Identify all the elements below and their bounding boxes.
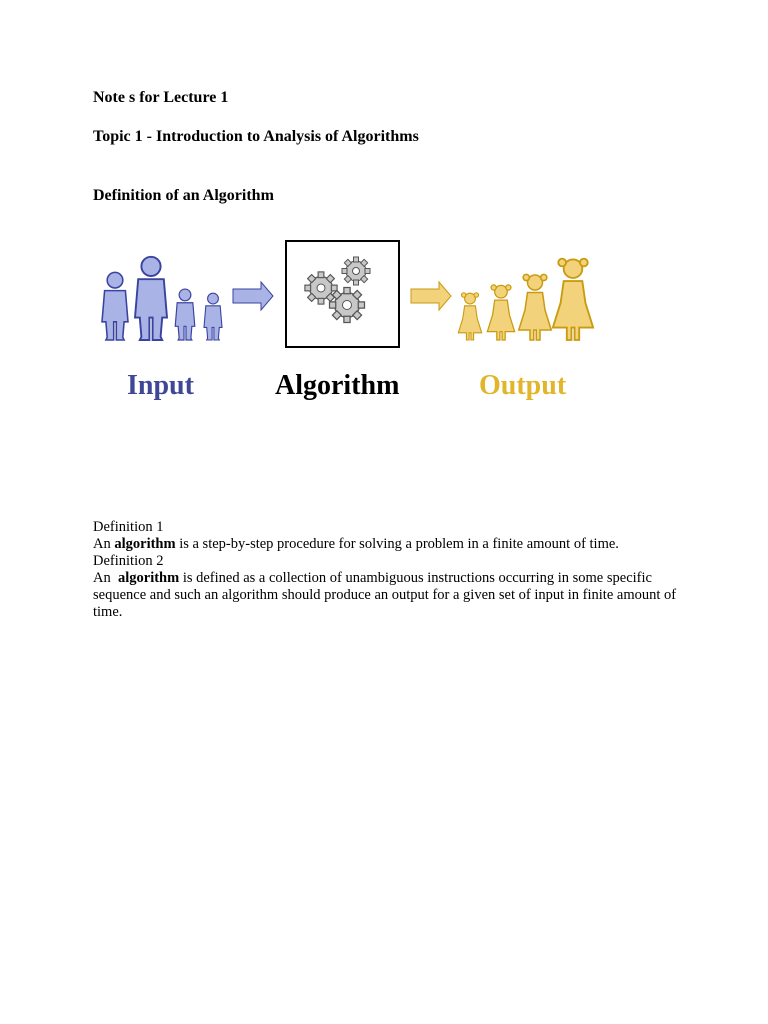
topic-title: Topic 1 - Introduction to Analysis of Algorithms: [93, 128, 419, 145]
definition-2-label: Definition 2: [93, 553, 164, 569]
definition-2-rest: is defined as a collection of unambiguous instructions occurring in some specific sequence and such an algorithm should produce an output for a given set of input in finite amount of time.: [93, 570, 680, 620]
definition-1-rest: is a step-by-step procedure for solving a problem in a finite amount of time.: [175, 536, 619, 552]
algorithm-diagram: [95, 238, 605, 408]
input-label: Input: [127, 370, 194, 401]
right-arrow-icon: [411, 282, 451, 310]
definition-2-text: [93, 570, 678, 620]
definition-1-term: algorithm: [114, 536, 176, 552]
notes-title: Note s for Lecture 1: [93, 89, 229, 106]
people-output-icon: [458, 259, 593, 340]
section-heading: Definition of an Algorithm: [93, 187, 274, 204]
definition-1-text: [93, 536, 693, 553]
definition-1-prefix: An: [93, 536, 115, 552]
definition-2-term: algorithm: [117, 570, 180, 586]
algorithm-label: Algorithm: [275, 370, 400, 401]
definition-2-prefix: An: [93, 570, 118, 586]
right-arrow-icon: [233, 282, 273, 310]
definition-1-label: Definition 1: [93, 519, 164, 535]
output-label: Output: [479, 370, 567, 401]
people-input-icon: [102, 257, 222, 340]
